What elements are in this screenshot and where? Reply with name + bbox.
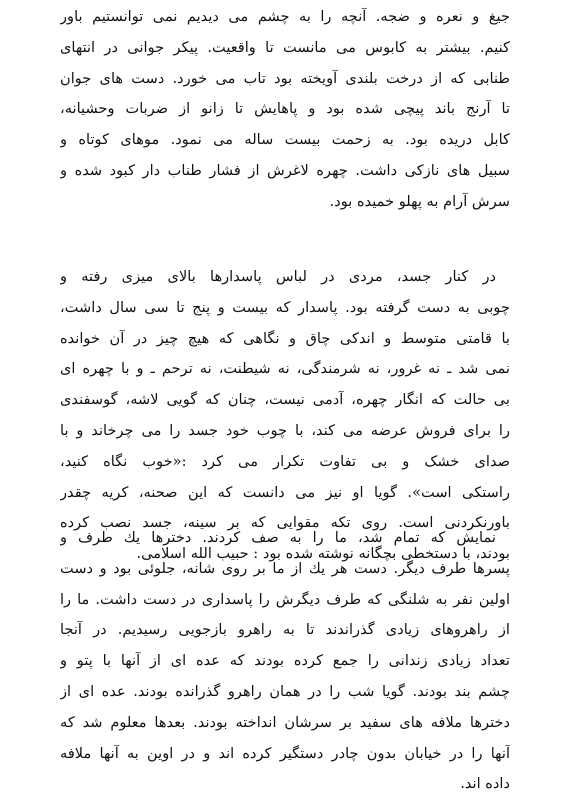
text-line: کنیم. بیشتر به کابوس می مانست تا واقعیت. پیکر جوانی در انتهای	[60, 38, 510, 56]
text-line: طنابی که از درخت بلندی آویخته بود تاب می خورد. دست های جوان	[60, 69, 510, 87]
text-line: چشم بند بودند. گویا شب را در همان راهرو گذرانده بودند. عده ای از	[60, 682, 510, 700]
text-line: با قامتی متوسط و اندکی چاق و نگاهی که هیچ چیز در آن خوانده	[60, 329, 510, 347]
text-line: صدای خشک و بی تفاوت تکرار می کرد :«خوب نگاه کنید،	[60, 452, 510, 470]
text-line: تا آرنج باند پیچی شده بود و پاهایش تا زانو از ضربات وحشیانه،	[60, 100, 510, 118]
text-line: داده اند.	[460, 775, 510, 793]
text-line: از راهروهای زیادی گذراندند تا به راهرو بازجویی رسیدیم. در آنجا	[60, 621, 510, 639]
text-line: پسرها طرف دیگر. دست هر یك از ما بر روی شانه، جلوئی بود و دست	[60, 559, 510, 577]
text-line: سبیل های نازکی داشت. چهره لاغرش از فشار طناب دار کبود شده و	[60, 161, 510, 179]
text-line: آنها را در خیابان بدون چادر دستگیر کرده اند و در اوین به آنها ملافه	[60, 744, 510, 762]
text-line: نمایش که تمام شد، ما را به صف کردند. دخترها یك طرف و	[60, 529, 496, 546]
text-line: باورنکردنی است. روی تکه مقوایی که بر سینه، جسد نصب کرده	[60, 514, 510, 532]
text-line: کابل دریده بود. به زحمت بیست ساله می نمود. موهای کوتاه و	[60, 131, 510, 149]
paragraph-3	[60, 523, 510, 800]
paragraph-1	[60, 2, 510, 218]
text-line: راستکی است». گویا او نیز می دانست که این صحنه، کریه چقدر	[60, 483, 510, 501]
text-line: بی حالت که انگار چهره، آدمی نیست، چنان که گویی لاشه، گوسفندی	[60, 391, 510, 409]
text-line: اولین نفر به شلنگی که طرف دیگرش را پاسداری در دست داشت. ما را	[60, 590, 510, 608]
text-line: دخترها ملافه های سفید بر سرشان انداخته بودند. بعدها معلوم شد که	[60, 713, 510, 731]
text-line: بودند، با دستخطی بچگانه نوشته شده بود : حبیب الله اسلامی.	[136, 545, 510, 563]
text-line: چوبی به دست گرفته بود. پاسدار که بیست و پنج تا سی سال داشت،	[60, 298, 510, 316]
text-line: سرش آرام به پهلو خمیده بود.	[329, 192, 510, 210]
text-line: تعداد زیادی زندانی را جمع کرده بودند که عده ای از آنها با پتو و	[60, 652, 510, 670]
text-line: جیغ و نعره و ضجه. آنچه را به چشم می دیدیم نمی توانستیم باور	[60, 8, 510, 25]
text-line: نمی شد ـ نه غرور، نه شرمندگی، نه شیطنت، نه ترحم ـ و با چهره ای	[60, 360, 510, 378]
text-line: را برای فروش عرضه می کند، با چوب خود جسد را می چرخاند و با	[60, 421, 510, 439]
text-line: در کنار جسد، مردی در لباس پاسدارها بالای میزی رفته و	[60, 268, 496, 285]
